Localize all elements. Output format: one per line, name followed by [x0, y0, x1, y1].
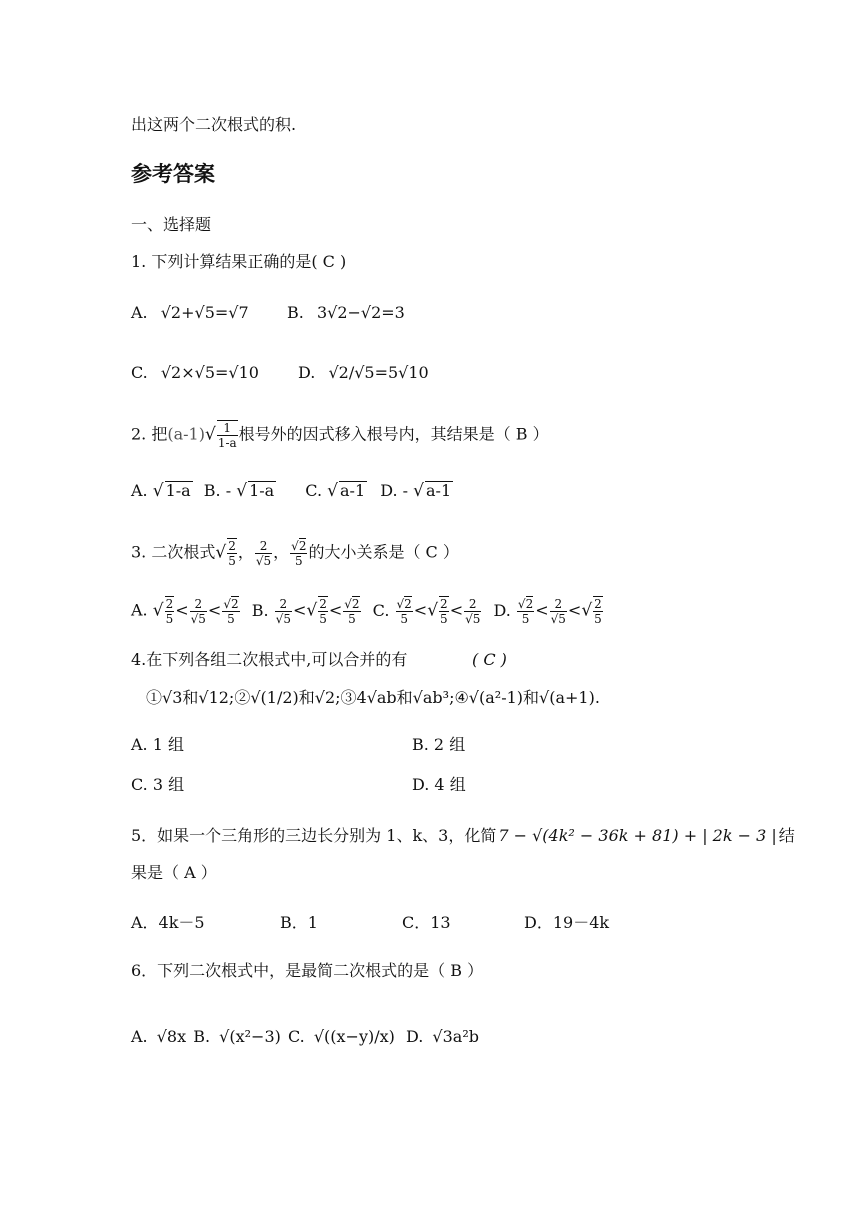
- q6-c-label: C.: [287, 1027, 305, 1046]
- q3-d-f1-n: √2: [517, 596, 534, 611]
- q3-c-f1: [396, 597, 413, 626]
- q3-a-lt1: <: [175, 600, 189, 620]
- q3-stem-f3-n2: 2: [298, 538, 307, 553]
- q5-option-d: D．19－4k: [524, 913, 610, 932]
- q6-b-expr: √(x²−3): [219, 1027, 281, 1046]
- q6-d-expr: √3a²b: [432, 1027, 479, 1046]
- q6-a-label: A.: [131, 1027, 148, 1046]
- q3-b-lt1: <: [292, 600, 307, 620]
- q4-stem: 4.在下列各组二次根式中,可以合并的有: [131, 650, 408, 669]
- q3-a-f1-d: 5: [165, 612, 174, 626]
- q3-c-r2: √: [427, 600, 439, 621]
- q3-stem-f3-d: 5: [295, 553, 303, 568]
- q3-c-lt1: <: [413, 600, 428, 620]
- q3-d-label: D.: [493, 600, 511, 620]
- q2-fraction-num: 1: [217, 421, 238, 436]
- q2-d-radical: √: [413, 481, 424, 501]
- q3-c-f3-d5: 5: [472, 611, 481, 626]
- q5-option-c: C．13: [402, 913, 451, 932]
- section-title: 一、选择题: [131, 215, 212, 234]
- q2-a-label: A.: [131, 481, 148, 500]
- q3-stem-f3-n: √2: [291, 538, 307, 553]
- q1-d-expr: √2/√5=5√10: [328, 363, 429, 382]
- q3-d-f3-n: 2: [594, 597, 602, 611]
- q2-c-radicand: a-1: [340, 481, 366, 500]
- q2-d-label: D. -: [380, 481, 409, 500]
- q6-b-label: B.: [193, 1027, 211, 1046]
- q4-option-b: B. 2 组: [412, 735, 466, 754]
- q3-b-lt2: <: [328, 600, 343, 620]
- intro-tail-text: 出这两个二次根式的积.: [131, 115, 297, 134]
- q1-c-label: C.: [131, 363, 148, 382]
- q3-c-f3-n: 2: [464, 597, 481, 612]
- q3-b-f3-n: √2: [344, 596, 360, 611]
- q3-a-label: A.: [131, 600, 148, 620]
- q1-a-expr: √2+√5=√7: [160, 303, 249, 322]
- q1-option-b: [287, 302, 405, 324]
- q3-d-lt2: <: [567, 600, 582, 620]
- q3-stem-f1-n: 2: [228, 539, 236, 553]
- q6-stem: 6．下列二次根式中，是最简二次根式的是（ B ）: [131, 961, 484, 980]
- q3-a-f2: [190, 597, 207, 626]
- q3-b-r2: √: [306, 600, 318, 621]
- q2-a-radicand: 1-a: [165, 481, 191, 500]
- q3-a-f3-n2: 2: [230, 596, 239, 611]
- q3-d-r3: √: [581, 600, 593, 621]
- q3-b-f3-n2: 2: [351, 596, 360, 611]
- q3-b-f2-d: 5: [319, 612, 327, 626]
- q1-b-expr: 3√2−√2=3: [316, 303, 405, 322]
- q2-fraction: [217, 420, 238, 450]
- q4-option-d: D. 4 组: [412, 775, 466, 794]
- q3-c-f3: [464, 597, 481, 626]
- q2-stem: [131, 420, 549, 450]
- q3-c-f2: [439, 596, 449, 626]
- q3-c-f2-n: 2: [440, 597, 448, 611]
- q3-stem-post: 的大小关系是（ C ）: [308, 542, 459, 562]
- q4-groups: ①√3和√12;②√(1/2)和√2;③4√ab和√ab³;④√(a²-1)和√(a+1).: [146, 688, 600, 707]
- q2-b-radicand: 1-a: [249, 481, 275, 500]
- q3-d-f2: [550, 597, 567, 626]
- q3-a-f1: [165, 596, 175, 626]
- q3-stem-f2: [255, 539, 272, 568]
- q5-stem-pre: 5．如果一个三角形的三边长分别为 1、k、3，化简: [131, 826, 497, 845]
- q2-b-label: B. -: [203, 481, 232, 500]
- q3-a-r1: √: [152, 600, 164, 621]
- q2-radical-sign: √: [204, 424, 216, 445]
- q1-option-d: [298, 362, 429, 384]
- q6-c-expr: √((x−y)/x): [313, 1027, 395, 1046]
- q3-stem-f1: [227, 538, 237, 568]
- q3-a-f3-n: √2: [223, 596, 239, 611]
- q3-d-f3: [593, 596, 603, 626]
- q3-a-lt2: <: [207, 600, 222, 620]
- q3-c-label: C.: [372, 600, 390, 620]
- q2-stem-pre: 2. 把: [131, 424, 168, 444]
- q3-stem-f2-n: 2: [255, 539, 272, 554]
- q3-b-f1-d: √5: [275, 611, 291, 626]
- q3-b-f1-d5: 5: [283, 611, 291, 626]
- q3-b-f3: [343, 597, 360, 626]
- q5-stem-line1: [131, 825, 795, 847]
- q1-b-label: B.: [287, 303, 304, 322]
- q6-a-expr: √8x: [156, 1027, 187, 1046]
- q2-a-radical: √: [152, 481, 164, 501]
- q3-c-f1-n: √2: [396, 596, 412, 611]
- q2-d-radicand: a-1: [426, 481, 452, 500]
- q4-option-a: A. 1 组: [131, 735, 184, 754]
- q3-c-lt2: <: [449, 600, 464, 620]
- q2-fraction-den: 1-a: [217, 436, 237, 450]
- q3-a-f3: [222, 597, 239, 626]
- q5-stem-post: 结: [778, 826, 795, 845]
- q3-b-f1: [275, 597, 292, 626]
- q3-a-f2-d5: 5: [198, 611, 206, 626]
- q4-option-c: C. 3 组: [131, 775, 185, 794]
- q5-stem-expr: 7 − √(4k² − 36k + 81) + | 2k − 3 |: [498, 826, 777, 845]
- q5-stem-line2: 果是（ A ）: [131, 863, 217, 882]
- q3-b-f2-n: 2: [319, 597, 327, 611]
- q3-stem-f2-d: √5: [255, 553, 272, 568]
- q3-options: [131, 596, 604, 626]
- q3-b-f1-n: 2: [275, 597, 292, 612]
- q3-comma1: ，: [237, 542, 254, 562]
- q3-stem-f2-d5: 5: [263, 553, 272, 568]
- q3-stem-rad1: √: [215, 542, 227, 563]
- answers-heading: 参考答案: [131, 162, 215, 186]
- q3-b-f3-d: 5: [348, 611, 356, 626]
- q3-a-f2-d: √5: [190, 611, 206, 626]
- q1-stem: 1. 下列计算结果正确的是( C ): [131, 252, 347, 271]
- q3-d-lt1: <: [535, 600, 549, 620]
- q3-d-f2-n: 2: [550, 597, 567, 612]
- q3-stem: [131, 538, 459, 568]
- q1-d-label: D.: [298, 363, 316, 382]
- q6-options: [131, 1026, 479, 1048]
- q4-answer: ( C ): [472, 650, 507, 669]
- q3-a-f3-d: 5: [227, 611, 235, 626]
- q3-a-f1-n: 2: [165, 597, 174, 611]
- q3-c-f2-d: 5: [440, 612, 448, 626]
- q2-c-radical: √: [327, 481, 338, 501]
- q3-d-f3-d: 5: [594, 612, 602, 626]
- q3-b-label: B.: [251, 600, 269, 620]
- q5-option-b: B．1: [280, 913, 318, 932]
- q3-d-f2-d: √5: [550, 611, 566, 626]
- q3-stem-f3: [290, 539, 307, 568]
- q2-options: [131, 480, 453, 502]
- q3-d-f2-d5: 5: [558, 611, 566, 626]
- q3-c-f1-d: 5: [400, 611, 408, 626]
- q2-b-radical: √: [236, 481, 248, 501]
- q3-d-f1-d: 5: [521, 611, 530, 626]
- q2-c-label: C.: [305, 481, 323, 500]
- q6-d-label: D.: [405, 1027, 424, 1046]
- q3-d-f1-n2: 2: [525, 596, 534, 611]
- q3-b-f2: [318, 596, 328, 626]
- q2-factor: (a-1): [167, 424, 205, 444]
- q3-d-f1: [517, 597, 534, 626]
- q1-option-c: [131, 362, 259, 384]
- q3-c-f1-n2: 2: [404, 596, 412, 611]
- q3-stem-f1-d: 5: [228, 554, 236, 568]
- q3-c-f3-d: √5: [465, 611, 481, 626]
- q2-stem-post: 根号外的因式移入根号内，其结果是（ B ）: [238, 424, 549, 444]
- q1-a-label: A.: [131, 303, 148, 322]
- q1-option-a: [131, 302, 249, 324]
- q3-a-f2-n: 2: [190, 597, 207, 612]
- q3-stem-pre: 3. 二次根式: [131, 542, 216, 562]
- q1-c-expr: √2×√5=√10: [160, 363, 259, 382]
- q5-option-a: A．4k－5: [131, 913, 205, 932]
- q3-comma2: ，: [273, 542, 290, 562]
